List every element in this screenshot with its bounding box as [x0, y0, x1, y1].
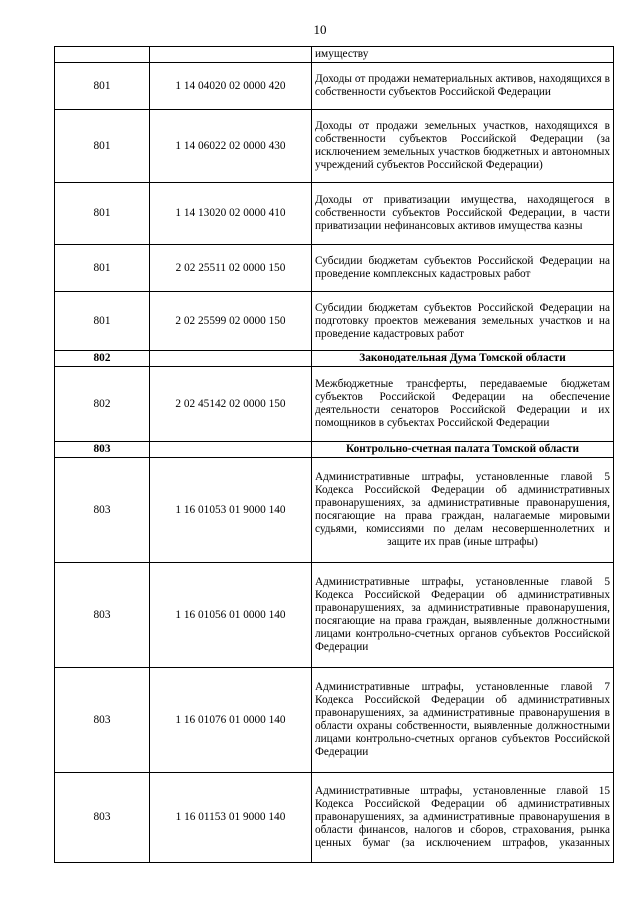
revenue-name-cell: Административные штрафы, установленные главой 7 Кодекса Российской Федерации об административных правонарушениях, за административные правонарушения в области охраны собственности, выявленные должностными лицами контрольно-счетных органов субъектов Российской Федерации	[312, 668, 614, 773]
revenue-name-cell: Доходы от приватизации имущества, находящегося в собственности субъектов Российской Федерации, в части приватизации нефинансовых активов имущества казны	[312, 183, 614, 245]
admin-code-cell: 803	[55, 458, 150, 563]
section-title: Законодательная Дума Томской области	[312, 351, 614, 367]
revenue-code-cell: 1 14 13020 02 0000 410	[150, 183, 312, 245]
revenue-code-cell: 2 02 45142 02 0000 150	[150, 367, 312, 442]
admin-code-cell: 803	[55, 563, 150, 668]
section-header-row	[55, 351, 614, 367]
revenue-code-cell: 1 16 01053 01 9000 140	[150, 458, 312, 563]
table-row	[55, 47, 614, 63]
revenue-code-cell: 2 02 25599 02 0000 150	[150, 292, 312, 351]
table-row	[55, 110, 614, 183]
revenue-name-cell: Межбюджетные трансферты, передаваемые бюджетам субъектов Российской Федерации на обеспечение деятельности сенаторов Российской Федерации и их помощников в субъектах Российской Федерации	[312, 367, 614, 442]
section-title: Контрольно-счетная палата Томской области	[312, 442, 614, 458]
table-row	[55, 773, 614, 863]
admin-code-cell: 803	[55, 668, 150, 773]
admin-code-cell: 803	[55, 442, 150, 458]
table-row	[55, 63, 614, 110]
admin-code-cell: 801	[55, 63, 150, 110]
revenue-code-cell: 1 16 01056 01 0000 140	[150, 563, 312, 668]
admin-code-cell: 802	[55, 367, 150, 442]
revenue-name-cell: Административные штрафы, установленные главой 5 Кодекса Российской Федерации об административных правонарушениях, за административные правонарушения, посягающие на права граждан, налагаемые мировыми судьями, комиссиями по делам несовершеннолетних и защите их прав (иные штрафы)	[312, 458, 614, 563]
admin-code-cell: 801	[55, 183, 150, 245]
page-number: 10	[313, 22, 327, 37]
revenue-name-cell: Доходы от продажи нематериальных активов, находящихся в собственности субъектов Российской Федерации	[312, 63, 614, 110]
admin-code-cell: 802	[55, 351, 150, 367]
table-row	[55, 563, 614, 668]
table-row	[55, 183, 614, 245]
revenue-codes-table	[54, 46, 614, 863]
table-row	[55, 458, 614, 563]
admin-code-cell: 801	[55, 110, 150, 183]
revenue-code-cell	[150, 47, 312, 63]
revenue-code-cell	[150, 442, 312, 458]
revenue-name-cell: Субсидии бюджетам субъектов Российской Федерации на подготовку проектов межевания земельных участков и на проведение кадастровых работ	[312, 292, 614, 351]
revenue-code-cell: 1 14 06022 02 0000 430	[150, 110, 312, 183]
revenue-code-cell: 1 16 01153 01 9000 140	[150, 773, 312, 863]
revenue-name-cell: имуществу	[312, 47, 614, 63]
admin-code-cell	[55, 47, 150, 63]
revenue-code-cell: 1 14 04020 02 0000 420	[150, 63, 312, 110]
section-header-row	[55, 442, 614, 458]
revenue-name-cell: Доходы от продажи земельных участков, находящихся в собственности субъектов Российской Федерации (за исключением земельных участков бюджетных и автономных учреждений субъектов Российской Федерации)	[312, 110, 614, 183]
admin-code-cell: 801	[55, 245, 150, 292]
revenue-name-cell: Административные штрафы, установленные главой 15 Кодекса Российской Федерации об административных правонарушениях, за административные правонарушения в области финансов, налогов и сборов, страхования, рынка ценных бумаг (за исключением штрафов, указанных	[312, 773, 614, 863]
admin-code-cell: 801	[55, 292, 150, 351]
revenue-code-cell	[150, 351, 312, 367]
admin-code-cell: 803	[55, 773, 150, 863]
revenue-code-cell: 1 16 01076 01 0000 140	[150, 668, 312, 773]
revenue-name-cell: Субсидии бюджетам субъектов Российской Федерации на проведение комплексных кадастровых работ	[312, 245, 614, 292]
revenue-name-cell: Административные штрафы, установленные главой 5 Кодекса Российской Федерации об административных правонарушениях, за административные правонарушения, посягающие на права граждан, выявленные должностными лицами контрольно-счетных органов субъектов Российской Федерации	[312, 563, 614, 668]
table-row	[55, 367, 614, 442]
table-row	[55, 292, 614, 351]
table-row	[55, 245, 614, 292]
table-row	[55, 668, 614, 773]
revenue-code-cell: 2 02 25511 02 0000 150	[150, 245, 312, 292]
